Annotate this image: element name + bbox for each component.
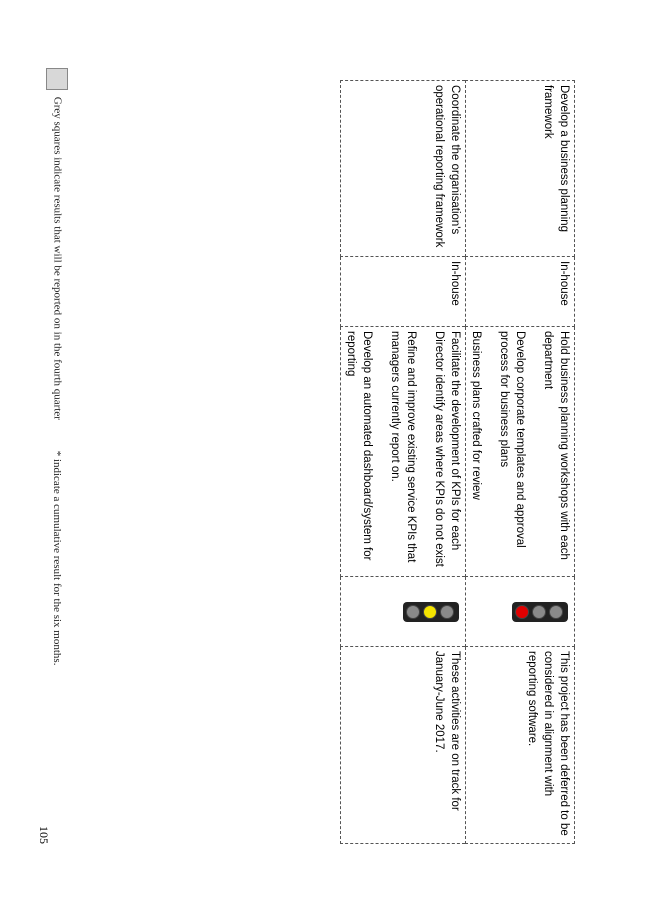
traffic-light-icon bbox=[512, 602, 568, 622]
legend bbox=[46, 68, 68, 665]
comment-cell: This project has been deferred to be considered in alignment with reporting software. bbox=[466, 647, 575, 844]
performance-table bbox=[340, 80, 575, 844]
delivery-cell: In-house bbox=[341, 257, 466, 327]
objective-cell: Coordinate the organisation's operational reporting framework bbox=[341, 81, 466, 257]
traffic-light-icon bbox=[403, 602, 459, 622]
lamp-top bbox=[440, 605, 454, 619]
lamp-top bbox=[549, 605, 563, 619]
activity-item: Business plans crafted for review bbox=[470, 331, 482, 500]
grey-square-icon bbox=[46, 68, 68, 90]
lamp-bottom bbox=[515, 605, 529, 619]
page-number: 105 bbox=[37, 826, 51, 844]
objective-cell: Develop a business planning framework bbox=[466, 81, 575, 257]
comment-cell: These activities are on track for January-June 2017. bbox=[341, 647, 466, 844]
status-cell bbox=[466, 577, 575, 647]
lamp-middle bbox=[423, 605, 437, 619]
activity-item: Facilitate the development of KPIs for each Director identify areas where KPIs do not exist bbox=[433, 331, 461, 567]
activity-item: Refine and improve existing service KPIs that managers currently report on. bbox=[389, 331, 417, 563]
activities-cell bbox=[466, 327, 575, 577]
activity-item: Develop an automated dashboard/system for reporting bbox=[345, 331, 373, 561]
activities-cell bbox=[341, 327, 466, 577]
grey-note: Grey squares indicate results that will be reported on in the fourth quarter bbox=[51, 96, 64, 420]
activity-item: Hold business planning workshops with each department bbox=[542, 331, 570, 560]
delivery-cell: In-house bbox=[466, 257, 575, 327]
lamp-bottom bbox=[406, 605, 420, 619]
lamp-middle bbox=[532, 605, 546, 619]
table-row bbox=[466, 81, 575, 844]
activity-item: Develop corporate templates and approval process for business plans bbox=[498, 331, 526, 548]
status-cell bbox=[341, 577, 466, 647]
star-note: * indicate a cumulative result for the six months. bbox=[51, 450, 64, 666]
table-row bbox=[341, 81, 466, 844]
